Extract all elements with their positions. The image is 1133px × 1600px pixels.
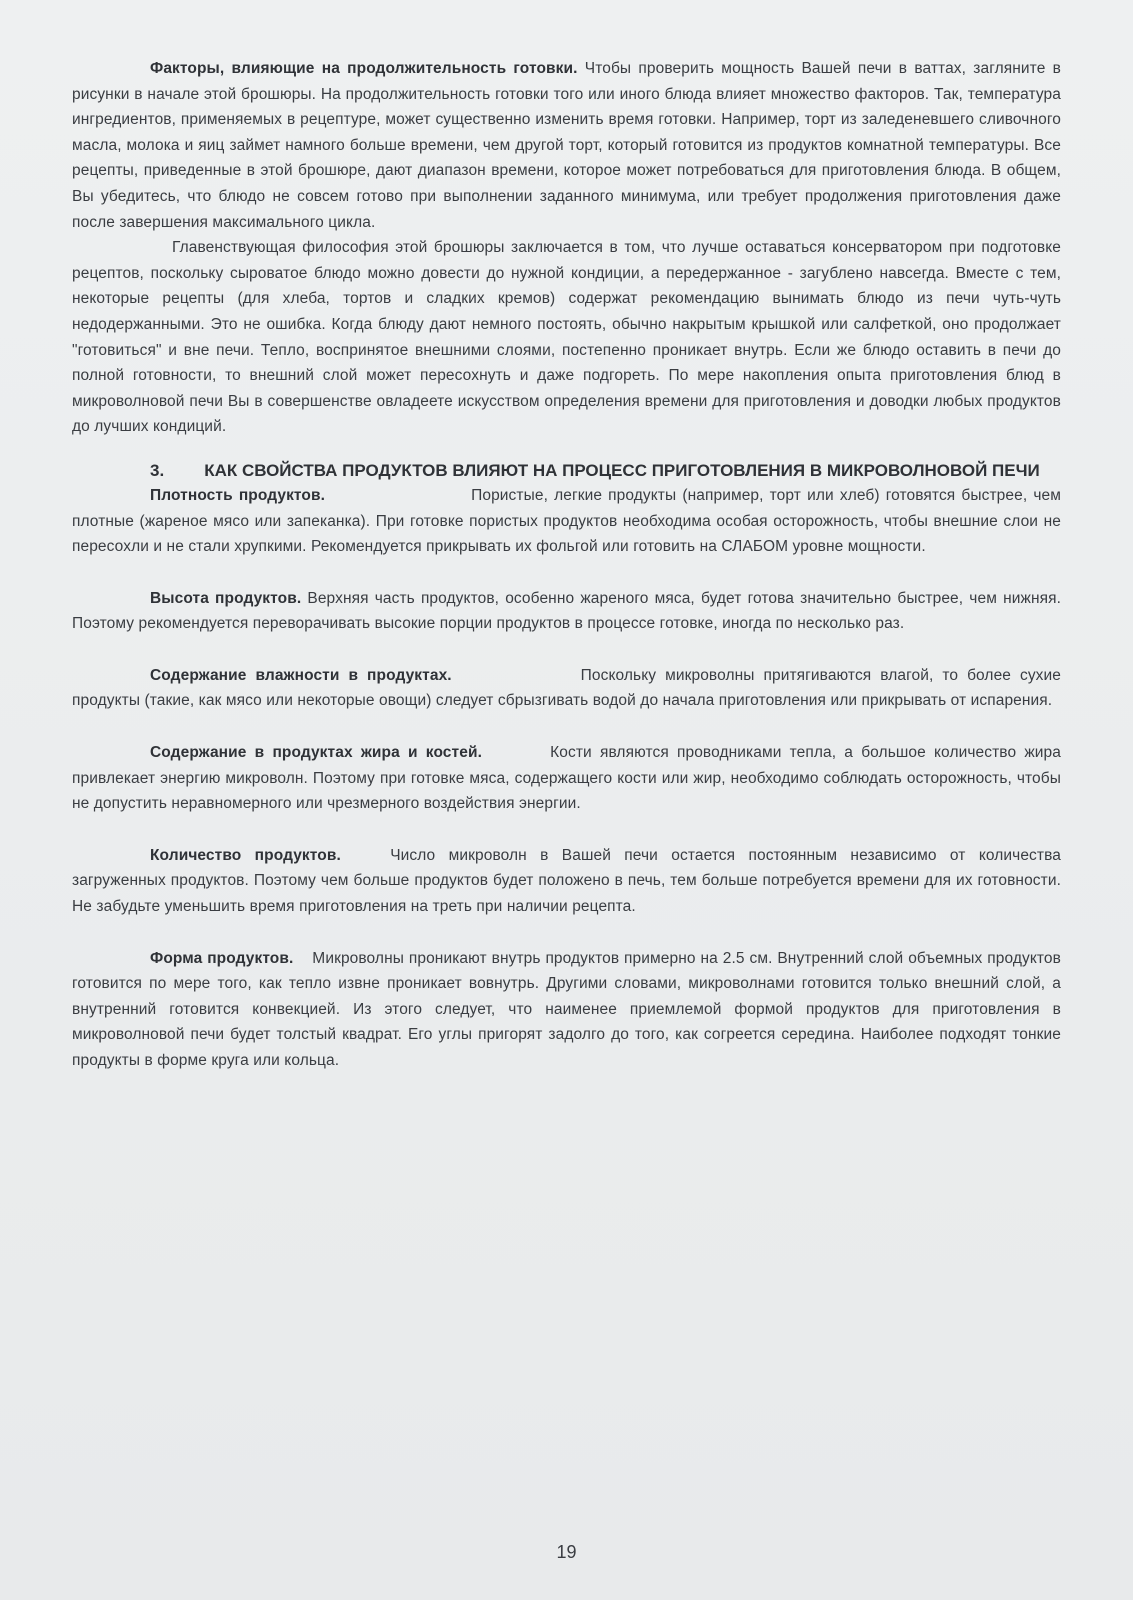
item-text: Верхняя часть продуктов, особенно жареного мяса, будет готова значительно быстрее, чем нижняя. Поэтому рекомендуется переворачивать высокие порции продуктов в процессе готовке, иногда по несколько раз. [72, 589, 1062, 633]
item-lead: Плотность продуктов. [150, 486, 326, 504]
section-heading [72, 458, 1061, 483]
item-moisture [72, 663, 1061, 714]
item-lead: Содержание в продуктах жира и костей. [150, 744, 482, 762]
section-title: КАК СВОЙСТВА ПРОДУКТОВ ВЛИЯЮТ НА ПРОЦЕСС ПРИГОТОВЛЕНИЯ В МИКРОВОЛНОВОЙ ПЕЧИ [204, 460, 1040, 480]
item-lead: Высота продуктов. [150, 589, 302, 607]
page-number: 19 [556, 1542, 577, 1562]
item-quantity [72, 843, 1061, 920]
paragraph-text: Чтобы проверить мощность Вашей печи в ваттах, загляните в рисунки в начале этой брошюры. На продолжительность готовки того или иного блюда влияет множество факторов. Так, температура ингредиентов, применяемых в рецептуре, может существенно изменить время готовки. Например, торт из заледеневшего сливочного масла, молока и яиц займет намного больше времени, чем другой торт, который готовится из продуктов комнатной температуры. Все рецепты, приведенные в этой брошюре, дают диапазон времени, которое может потребоваться для приготовления блюда. В общем, Вы убедитесь, что блюдо не совсем готово при выполнении заданного минимума, или требует продолжения приготовления даже после завершения максимального цикла. [72, 60, 1061, 231]
item-text: Пористые, легкие продукты (например, торт или хлеб) готовятся быстрее, чем плотные (жареное мясо или запеканка). При готовке пористых продуктов необходима особая осторожность, чтобы внешние слои не пересохли и не стали хрупкими. Рекомендуется прикрывать их фольгой или готовить на СЛАБОМ уровне мощности. [72, 486, 1061, 556]
paragraph-lead: Факторы, влияющие на продолжительность готовки. [150, 60, 578, 77]
item-text: Кости являются проводниками тепла, а большое количество жира привлекает энергию микроволн. Поэтому при готовке мяса, содержащего кости или жир, необходимо соблюдать осторожность, чтобы не допустить неравномерного или чрезмерного воздействия энергии. [72, 744, 1061, 813]
item-density [72, 483, 1061, 560]
item-fat-bones [72, 740, 1061, 817]
section-number: 3. [150, 460, 165, 480]
paragraph-philosophy [72, 235, 1061, 440]
item-text: Микроволны проникают внутрь продуктов примерно на 2.5 см. Внутренний слой объемных продуктов готовится по мере того, как тепло извне проникает вовнутрь. Другими словами, микроволнами готовится только внешний слой, а внутренний готовится конвекцией. Из этого следует, что наименее приемлемой формой продуктов для приготовления в микроволновой печи будет толстый квадрат. Его углы пригорят задолго до того, как согреется середина. Наиболее подходят тонкие продукты в форме круга или кольца. [72, 949, 1061, 1069]
item-lead: Содержание влажности в продуктах. [150, 666, 452, 684]
item-lead: Форма продуктов. [150, 949, 294, 967]
item-text: Число микроволн в Вашей печи остается постоянным независимо от количества загруженных продуктов. Поэтому чем больше продуктов будет положено в печь, тем больше потребуется времени для их готовности. Не забудьте уменьшить время приготовления на треть при наличии рецепта. [72, 846, 1061, 916]
item-height [72, 586, 1061, 637]
item-shape [72, 946, 1061, 1074]
paragraph-cooking-factors [72, 56, 1061, 235]
item-text: Поскольку микроволны притягиваются влагой, то более сухие продукты (такие, как мясо или некоторые овощи) следует сбрызгивать водой до начала приготовления или прикрывать от испарения. [72, 666, 1062, 710]
item-lead: Количество продуктов. [150, 846, 341, 864]
paragraph-text: Главенствующая философия этой брошюры заключается в том, что лучше оставаться консерватором при подготовке рецептов, поскольку сыроватое блюдо можно довести до нужной кондиции, а передержанное - загублено навсегда. Вместе с тем, некоторые рецепты (для хлеба, тортов и сладких кремов) содержат рекомендацию вынимать блюдо из печи чуть-чуть недодержанными. Это не ошибка. Когда блюду дают немного постоять, обычно накрытым крышкой или салфеткой, оно продолжает "готовиться" и вне печи. Тепло, воспринятое внешними слоями, постепенно проникает внутрь. Если же блюдо оставить в печи до полной готовности, то внешний слой может пересохнуть и даже подгореть. По мере накопления опыта приготовления блюд в микроволновой печи Вы в совершенстве овладеете искусством определения времени для приготовления и доводки любых продуктов до лучших кондиций. [72, 239, 1061, 436]
